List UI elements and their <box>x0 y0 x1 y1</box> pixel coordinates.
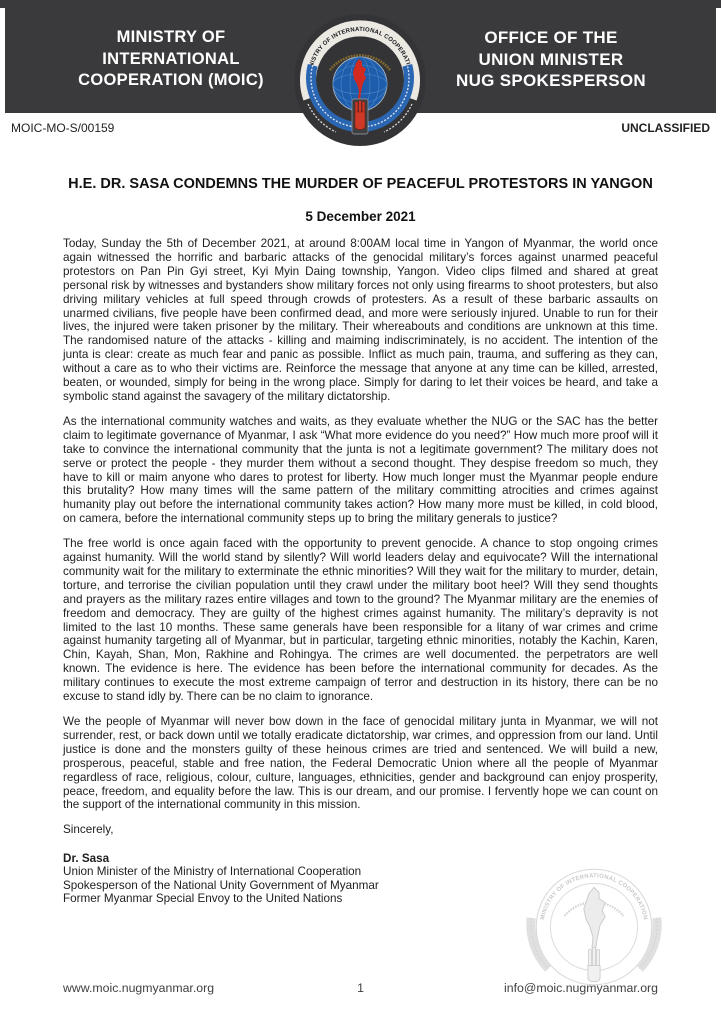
document-title: H.E. DR. SASA CONDEMNS THE MURDER OF PEACEFUL PROTESTORS IN YANGON <box>68 176 653 192</box>
seal-ring-text: MINISTRY OF INTERNATIONAL COOPERATION <box>307 26 413 75</box>
signatory-title: Spokesperson of the National Unity Government of Myanmar <box>63 878 379 892</box>
ministry-title-line: INTERNATIONAL <box>102 49 240 68</box>
watermark-ring-text: MINISTRY OF INTERNATIONAL COOPERATION <box>539 873 649 921</box>
paragraph: As the international community watches and waits, as they evaluate whether the NUG or the SAC has the better claim to legitimate governance of Myanmar, I ask “What more evidence do you need?” How much more proof will it take to convince the international community that the junta is not a legitimate government? The military does not serve or protect the people - they murder them without a second thought. They despise freedom so much, they have to kill or maim anyone who dares to protest for liberty. How much longer must the Myanmar people endure this brutality? How many times will the same pattern of the military committing atrocities and crimes against humanity play out before the international community takes action? How many more must be killed, in cold blood, on camera, before the international community steps up to bring the military generals to justice? <box>63 414 658 526</box>
ministry-title <box>40 27 302 92</box>
paragraph: We the people of Myanmar will never bow down in the face of genocidal military junta in Myanmar, we will not surrender, rest, or back down until we totally eradicate dictatorship, war crimes, and oppression from our land. Until justice is done and the monsters guilty of these heinous crimes are tried and sentenced. We will build a new, prosperous, peaceful, stable and free nation, the Federal Democratic Union where all the people of Myanmar regardless of race, religious, colour, culture, languages, ethnicities, gender and background can enjoy prosperity, peace, freedom, and equality before the law. This is our dream, and our promise. I fervently hope we can count on the support of the international community in this mission. <box>63 715 658 812</box>
ministry-title-line: COOPERATION (MOIC) <box>78 71 264 89</box>
paragraph: The free world is once again faced with the opportunity to prevent genocide. A chance to stop ongoing crimes against humanity. Will the world stand by silently? Will world leaders delay and equivocate? Will the international community wait for the military to exterminate the ethnic minorities? Will they wait for the military to murder, detain, torture, and terrorise the civilian population until they crawl under the military boot heel? Will they send thoughts and prayers as the military razes entire villages and town to the ground? The Myanmar military are the enemies of freedom and democracy. They are guilty of the highest crimes against humanity. The military’s depravity is not limited to the last 10 months. These same generals have been responsible for a litany of war crimes and crime against humanity targeting all of Myanmar, but in particular, targeting ethnic minorities, notably the Kachin, Karen, Chin, Kayah, Shan, Mon, Rakhine and Rohingya. The crimes are well documented. the perpetrators are well known. The evidence is here. The evidence has been before the international community for decades. As the military continues to execute the most extreme campaign of terror and destruction in its history, there can be no excuse to stand idly by. There can be no claim to ignorance. <box>63 537 658 704</box>
letter-body <box>0 139 721 905</box>
footer-website: www.moic.nugmyanmar.org <box>63 981 215 995</box>
footer-email: info@moic.nugmyanmar.org <box>504 981 658 995</box>
reference-number: MOIC-MO-S/00159 <box>11 121 115 135</box>
page-number: 1 <box>357 981 364 995</box>
signatory-name: Dr. Sasa <box>63 852 110 866</box>
moic-seal-icon <box>290 0 430 152</box>
seal-salute-hand-icon <box>355 101 365 130</box>
watermark-myanmar-map <box>584 887 605 953</box>
page-footer <box>0 981 721 999</box>
watermark-salute-hand-icon <box>588 947 600 981</box>
signatory-title: Union Minister of the Ministry of International Cooperation <box>63 865 362 879</box>
office-title <box>431 27 671 92</box>
document-date: 5 December 2021 <box>305 209 416 224</box>
closing: Sincerely, <box>63 823 114 837</box>
paragraph: Today, Sunday the 5th of December 2021, at around 8:00AM local time in Yangon of Myanmar, the world once again witnessed the horrific and barbaric attacks of the genocidal military’s forces against unarmed peaceful protestors on Pan Pin Gyi street, Kyi Myin Daing township, Yangon. Video clips filmed and shared at great personal risk by witnesses and bystanders show military forces not only using firearms to shoot protesters, but also driving military vehicles at full speed through crowds of protesters. As a result of these barbaric assaults on unarmed civilians, five people have been confirmed dead, and more were seriously injured. Unable to run for their lives, the injured were taken prisoner by the military. Their whereabouts and conditions are unknown at this time. The randomised nature of the attacks - killing and maiming indiscriminately, is no accident. The intention of the junta is clear: create as much fear and panic as possible. Inflict as much pain, trauma, and suffering as they can, without a care as to who their victims are. Reinforce the message that anyone at any time can be killed, arrested, beaten, or wounded, simply for being in the wrong place. Simply for daring to let their voices be heard, and take a symbolic stand against the savagery of the military dictatorship. <box>63 237 658 403</box>
classification-label: UNCLASSIFIED <box>621 121 710 135</box>
signatory-title: Former Myanmar Special Envoy to the United Nations <box>63 891 343 905</box>
office-title-line: OFFICE OF THE <box>484 28 618 47</box>
ministry-title-line: MINISTRY OF <box>116 28 226 46</box>
header-band <box>5 8 716 113</box>
office-title-line: NUG SPOKESPERSON <box>456 71 646 90</box>
office-title-line: UNION MINISTER <box>478 49 624 69</box>
